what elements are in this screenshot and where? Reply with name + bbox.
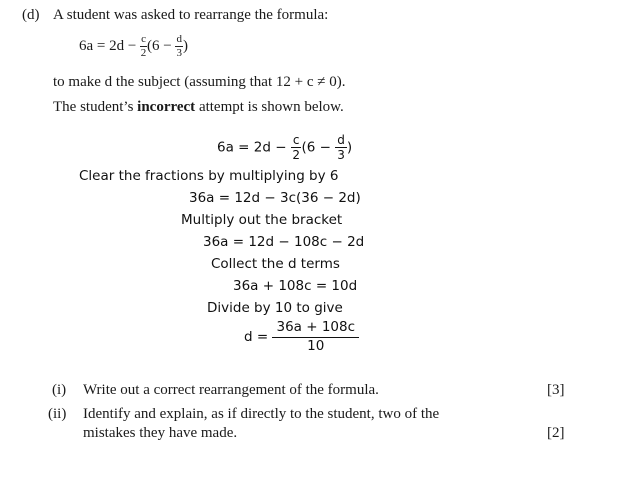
- attempt-before: The student’s: [53, 99, 138, 115]
- attempt-bold: incorrect: [137, 99, 196, 115]
- working-line5-num: 36a + 108c: [272, 321, 359, 338]
- question-label: (d): [22, 7, 40, 23]
- working-line1-mid: (6 −: [301, 139, 331, 156]
- working-line1-close: ): [346, 139, 353, 156]
- question-intro: A student was asked to rearrange the formula:: [53, 7, 329, 23]
- formula-fraction-d-over-3: [175, 34, 183, 59]
- working-line4: 36a + 108c = 10d: [233, 278, 358, 294]
- formula: [79, 34, 188, 59]
- working-line5: [244, 321, 359, 353]
- formula-fraction-c-over-2: [140, 34, 147, 59]
- formula-frac2-num: d: [176, 33, 182, 45]
- working-line1-frac1-den: 2: [292, 148, 300, 162]
- part-i-label: (i): [52, 382, 67, 398]
- working-line1-frac1: [291, 134, 302, 161]
- working-step2: Multiply out the bracket: [181, 212, 343, 228]
- working-line5-lhs: d =: [244, 329, 269, 345]
- working-line2: 36a = 12d − 3c(36 − 2d): [189, 190, 361, 206]
- working-line1-frac1-num: c: [292, 133, 300, 147]
- working-line1-frac2-num: d: [337, 133, 345, 147]
- part-ii-text-line2: mistakes they have made.: [83, 425, 238, 441]
- working-step1: Clear the fractions by multiplying by 6: [79, 168, 339, 184]
- part-ii-marks: [2]: [547, 425, 565, 441]
- working-line1-lhs: 6a = 2d −: [217, 139, 287, 156]
- attempt-after: attempt is shown below.: [195, 99, 344, 115]
- subject-text: to make d the subject (assuming that 12 + c ≠ 0).: [53, 74, 346, 90]
- formula-mid: (6 −: [146, 37, 172, 54]
- part-i-marks: [3]: [547, 382, 565, 398]
- formula-frac1-den: 2: [140, 47, 147, 59]
- working-step4: Divide by 10 to give: [207, 300, 343, 316]
- working-line5-den: 10: [307, 337, 325, 354]
- attempt-text: [53, 99, 344, 116]
- formula-lhs: 6a = 2d −: [79, 37, 137, 54]
- part-ii-label: (ii): [48, 406, 67, 422]
- formula-frac2-den: 3: [176, 47, 182, 59]
- working-line1-frac2-den: 3: [337, 148, 345, 162]
- formula-frac1-num: c: [141, 33, 146, 45]
- part-ii-text-line1: Identify and explain, as if directly to the student, two of the: [83, 406, 440, 422]
- working-step3: Collect the d terms: [211, 256, 340, 272]
- working-line3: 36a = 12d − 108c − 2d: [203, 234, 365, 250]
- formula-close: ): [182, 37, 188, 54]
- part-i-text: Write out a correct rearrangement of the formula.: [83, 382, 379, 398]
- working-line5-fraction: [272, 321, 359, 353]
- working-line1-frac2: [335, 134, 347, 161]
- working-line1: [217, 134, 352, 161]
